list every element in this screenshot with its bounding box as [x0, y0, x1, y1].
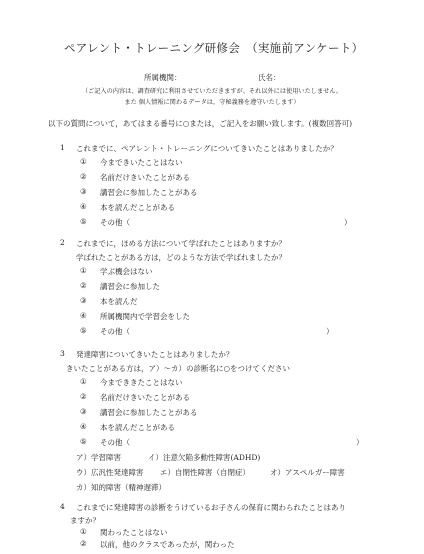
option-label: 関わったことはない: [100, 528, 168, 537]
option-number: ②: [80, 392, 87, 401]
option-number: ①: [80, 266, 87, 275]
close-paren: ）: [344, 218, 352, 227]
option-label: 本を読んだ: [100, 297, 138, 306]
question-2: [0, 238, 424, 250]
option-number: ①: [80, 157, 87, 166]
question-text: これまでに，ほめる方法について学ばれたことはありますか？: [76, 239, 286, 248]
question-number: 3: [60, 349, 65, 358]
option-number: ③: [80, 296, 87, 305]
option-number: ④: [80, 422, 87, 431]
option-label: 学ぶ機会はない: [100, 267, 153, 276]
diagnosis-f[interactable]: カ）知的障害（精神遅滞）: [76, 483, 166, 492]
diagnosis-e[interactable]: オ）アスペルガー障害: [270, 468, 345, 477]
option-number: ①: [80, 377, 87, 386]
question-1: [0, 143, 424, 155]
privacy-notice-line1: （ご記入の内容は、調査研究に利用させていただきますが、それ以外には使用いたしません。: [81, 88, 343, 95]
q1-option-5-other[interactable]: [80, 217, 360, 229]
close-paren: ）: [356, 438, 364, 447]
option-number: ⑤: [80, 437, 87, 446]
name-label: 氏名：: [258, 73, 281, 82]
option-label: 講習会に参加したことがある: [100, 188, 198, 197]
q3-option-5-other[interactable]: [80, 437, 370, 449]
option-label: その他（: [100, 218, 130, 227]
option-number: ⑤: [80, 217, 87, 226]
option-number: ①: [80, 527, 87, 536]
question-subtext: 学ばれたことがある方は，どのような方法で学ばれましたか？: [76, 253, 286, 262]
question-text: 発達障害についてきいたことはありましたか？: [76, 350, 234, 359]
diagnosis-c[interactable]: ウ）広汎性発達障害: [76, 468, 144, 477]
option-label: 今まできいたことはない: [100, 158, 183, 167]
option-number: ③: [80, 187, 87, 196]
privacy-notice-line2: また 個人情報に関わるデータは，守秘義務を遵守いたします）: [124, 99, 300, 106]
question-number: 1: [60, 143, 65, 152]
affiliation-label: 所属機関：: [144, 73, 182, 82]
option-label: その他（: [100, 327, 130, 336]
diagnosis-b[interactable]: イ）注意欠陥多動性障害(ADHD): [148, 453, 261, 462]
question-number: 2: [60, 238, 65, 247]
instructions: 以下の質問について，あてはまる番号に○または，ご記入をお願い致します。(複数回答可): [48, 119, 352, 128]
option-number: ③: [80, 407, 87, 416]
diagnosis-d[interactable]: エ）自閉性障害（自閉症）: [160, 468, 250, 477]
option-label: 名前だけきいたことがある: [100, 393, 190, 402]
option-label: 本を読んだことがある: [100, 423, 175, 432]
option-number: ②: [80, 281, 87, 290]
option-label: 所属機関内で学習会をした: [100, 312, 190, 321]
close-paren: ）: [326, 327, 334, 336]
page-title: ペアレント・トレーニング研修会 （実施前アンケート）: [64, 41, 364, 55]
option-number: ④: [80, 202, 87, 211]
option-label: 講習会に参加したことがある: [100, 408, 198, 417]
q2-option-5-other[interactable]: [80, 326, 340, 338]
question-3: [0, 349, 424, 361]
option-label: その他（: [100, 438, 130, 447]
option-label: 今までききたことはない: [100, 378, 183, 387]
question-subtext: ますか？: [70, 516, 100, 525]
question-text: これまでに、ペアレント・トレーニングについてきいたことはありましたか？: [76, 144, 338, 153]
option-number: ⑤: [80, 326, 87, 335]
option-label: 名前だけきいたことがある: [100, 173, 190, 182]
option-label: 講習会に参加した: [100, 282, 160, 291]
option-label: 本を読んだことがある: [100, 203, 175, 212]
option-label: 以前，他のクラスであったが，関わった: [100, 540, 235, 549]
option-number: ④: [80, 311, 87, 320]
question-number: 4: [60, 502, 65, 511]
option-number: ②: [80, 539, 87, 548]
question-text: これまでに発達障害の診断をうけているお子さんの保育に関わられたことはあり: [76, 503, 346, 512]
question-4: [0, 502, 424, 514]
option-number: ②: [80, 172, 87, 181]
diagnosis-a[interactable]: ア）学習障害: [76, 453, 121, 462]
question-subtext: きいたことがある方は，ア）～カ）の診断名に○をつけてください: [66, 364, 291, 373]
